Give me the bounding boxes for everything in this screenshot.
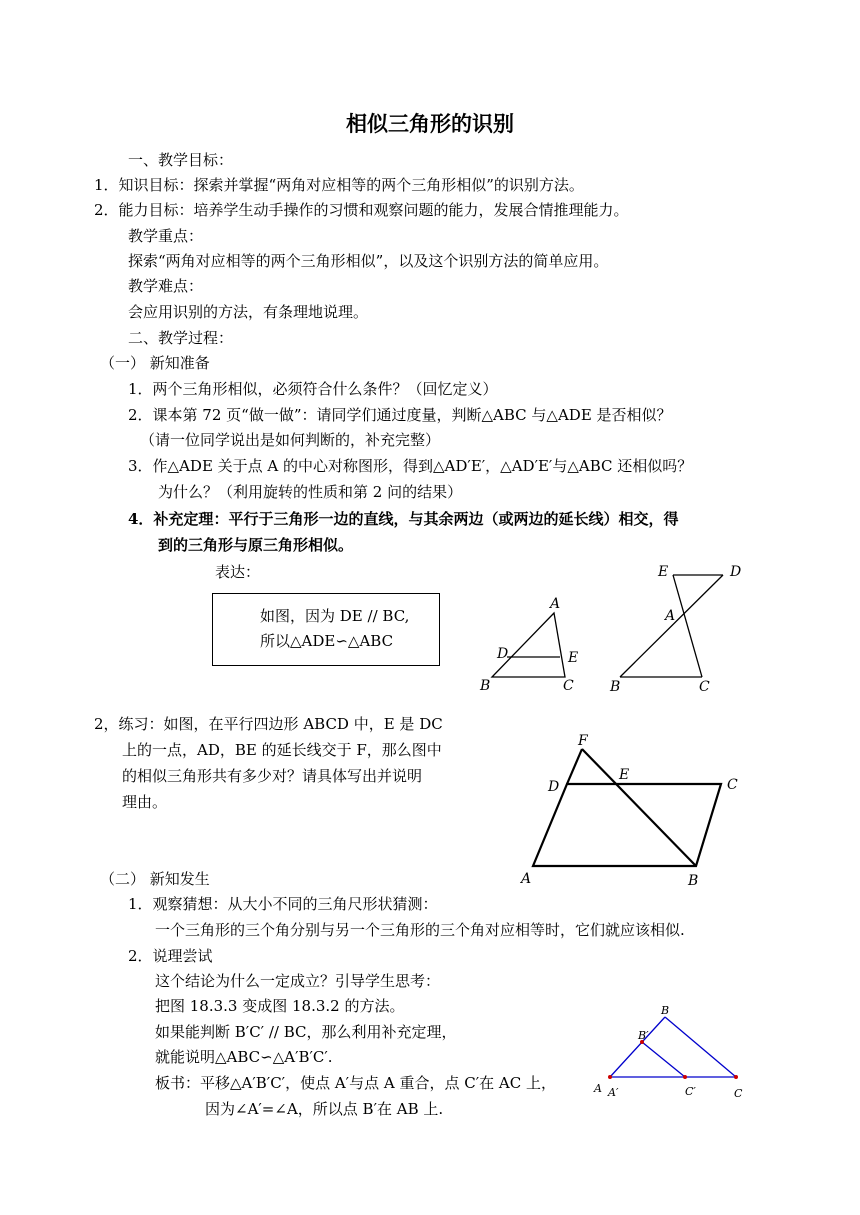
fig2-label-e: E [658, 564, 669, 580]
part-2-item-2-a: 这个结论为什么一定成立？引导学生思考： [155, 972, 441, 990]
fig1-label-a: A [550, 596, 561, 612]
fig4-label-b: B [661, 1004, 670, 1017]
part-1-item-3-cont: 为什么？（利用旋转的性质和第 2 问的结果） [158, 483, 463, 501]
fig3-label-d: D [548, 779, 560, 795]
key-point-heading: 教学重点： [128, 227, 204, 245]
difficulty-text: 会应用识别的方法，有条理地说理。 [128, 303, 369, 321]
part-2-item-2: 2．说理尝试 [128, 947, 213, 965]
goal-1: 1．知识目标：探索并掌握“两角对应相等的两个三角形相似”的识别方法。 [94, 176, 584, 194]
fig2-label-b: B [610, 679, 621, 695]
part-1-heading: （一） 新知准备 [100, 354, 210, 372]
fig1-label-b: B [480, 678, 491, 694]
part-2-item-2-c: 如果能判断 B′C′ // BC，那么利用补充定理， [155, 1023, 457, 1041]
fig1-label-c: C [563, 678, 574, 694]
difficulty-heading: 教学难点： [128, 277, 204, 295]
fig4-label-c: C [734, 1087, 743, 1100]
part-2-item-2-f: 因为∠A′=∠A，所以点 B′在 AB 上. [205, 1100, 444, 1118]
theorem-box [212, 593, 440, 666]
fig3-label-a: A [521, 871, 532, 887]
part-1-item-2: 2．课本第 72 页“做一做”：请同学们通过度量，判断△ABC 与△ADE 是否相似？ [128, 406, 672, 424]
express-label: 表达： [215, 563, 261, 581]
exercise-line-1: 2，练习：如图，在平行四边形 ABCD 中，E 是 DC [94, 715, 443, 733]
page-title: 相似三角形的识别 [346, 112, 514, 136]
fig1-label-e: E [568, 650, 579, 666]
fig2-label-a: A [665, 608, 676, 624]
theorem-box-line-1: 如图，因为 DE // BC, [260, 607, 410, 625]
fig3-label-b: B [688, 873, 699, 889]
part-2-item-2-e: 板书：平移△A′B′C′，使点 A′与点 A 重合，点 C′在 AC 上， [155, 1074, 556, 1092]
figure-translated-triangle [588, 1000, 758, 1110]
part-1-item-4: 4．补充定理：平行于三角形一边的直线，与其余两边（或两边的延长线）相交，得 [128, 510, 679, 528]
goals-heading: 一、教学目标： [128, 151, 234, 169]
exercise-line-4: 理由。 [122, 793, 168, 811]
part-1-item-4-cont: 到的三角形与原三角形相似。 [158, 536, 354, 554]
exercise-line-3: 的相似三角形共有多少对？请具体写出并说明 [122, 767, 423, 785]
figure-triangle-de-parallel-bc [475, 595, 590, 695]
part-1-item-1: 1．两个三角形相似，必须符合什么条件？（回忆定义） [128, 380, 498, 398]
fig4-label-b-prime: B′ [638, 1029, 649, 1042]
fig4-label-a: A [594, 1082, 602, 1095]
part-1-item-2-cont: （请一位同学说出是如何判断的，补充完整） [140, 431, 441, 449]
process-heading: 二、教学过程： [128, 329, 234, 347]
part-2-item-2-b: 把图 18.3.3 变成图 18.3.2 的方法。 [155, 997, 405, 1015]
fig2-label-c: C [699, 679, 710, 695]
part-2-item-2-d: 就能说明△ABC∽△A′B′C′. [155, 1048, 333, 1066]
theorem-box-line-2: 所以△ADE∽△ABC [260, 632, 394, 650]
key-point-text: 探索“两角对应相等的两个三角形相似”，以及这个识别方法的简单应用。 [128, 252, 609, 270]
goal-2: 2．能力目标：培养学生动手操作的习惯和观察问题的能力，发展合情推理能力。 [94, 201, 629, 219]
part-2-heading: （二） 新知发生 [100, 870, 210, 888]
figure-hourglass-triangles [605, 560, 755, 695]
fig1-label-d: D [497, 646, 509, 662]
exercise-line-2: 上的一点，AD，BE 的延长线交于 F，那么图中 [122, 741, 442, 759]
fig3-label-f: F [578, 733, 588, 749]
fig3-label-c: C [727, 777, 738, 793]
fig2-label-d: D [730, 564, 742, 580]
fig4-label-a-prime: A′ [608, 1086, 619, 1099]
fig3-label-e: E [619, 767, 630, 783]
part-1-item-3: 3．作△ADE 关于点 A 的中心对称图形，得到△AD′E′，△AD′E′与△ABC 还相似吗？ [128, 457, 693, 475]
figure-parallelogram [515, 725, 755, 890]
fig4-label-c-prime: C′ [685, 1085, 696, 1098]
part-2-item-1-cont: 一个三角形的三个角分别与另一个三角形的三个角对应相等时，它们就应该相似. [155, 921, 685, 939]
part-2-item-1: 1．观察猜想：从大小不同的三角尺形状猜测： [128, 895, 438, 913]
